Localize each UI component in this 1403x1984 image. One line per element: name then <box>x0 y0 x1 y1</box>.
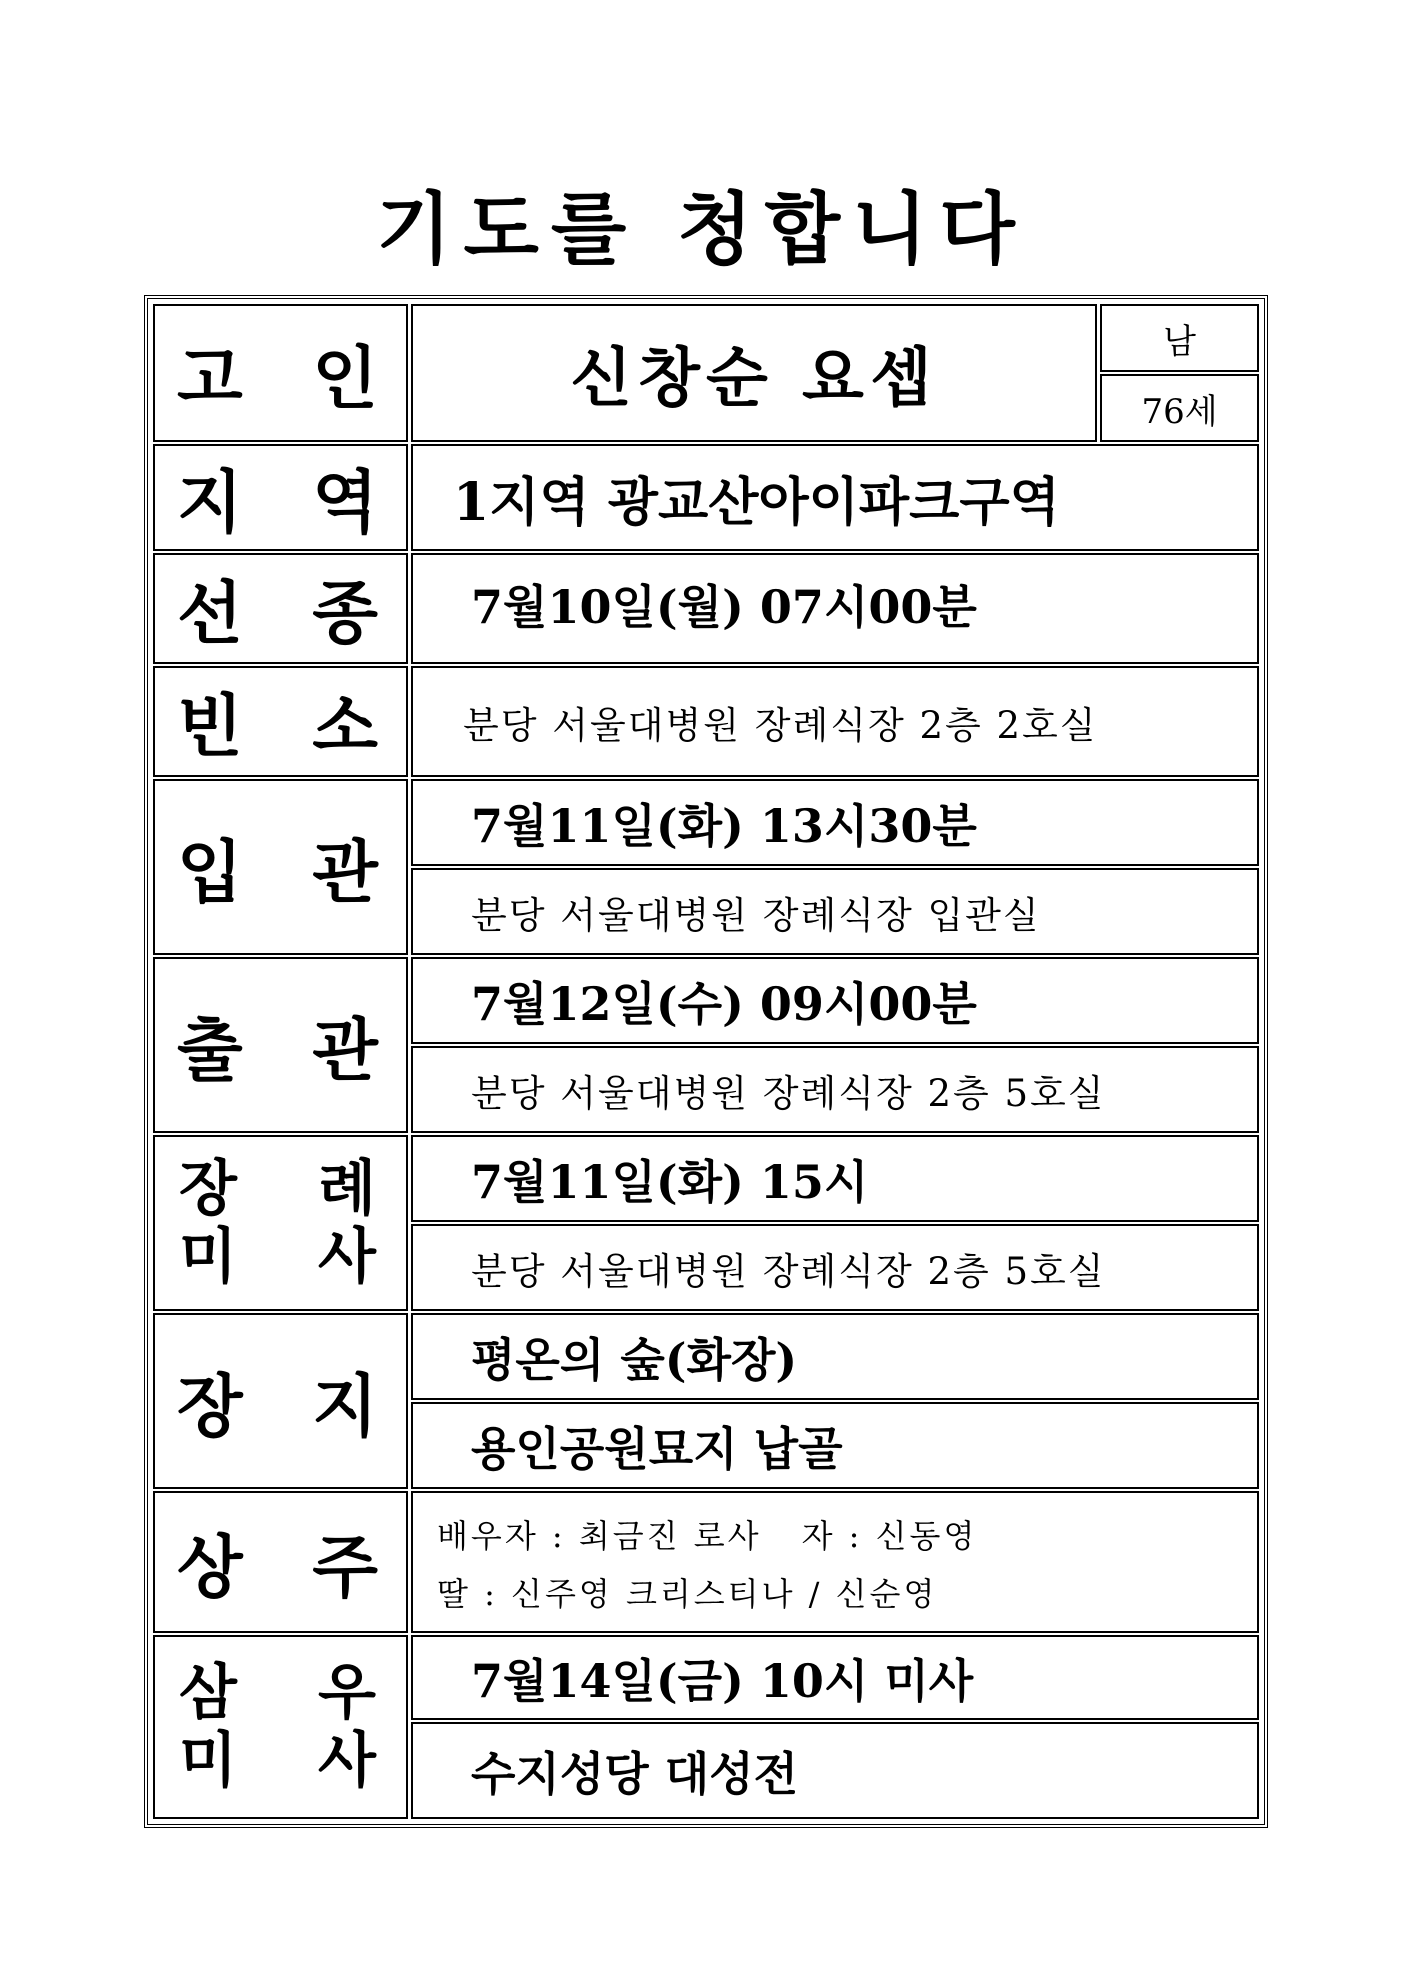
third-day-mass-label: 삼 우 미 사 <box>153 1635 408 1819</box>
deceased-label: 고 인 <box>153 304 408 442</box>
son-name: 자 : 신동영 <box>801 1517 978 1555</box>
deceased-row <box>153 304 1259 442</box>
deceased-age: 76세 <box>1100 374 1259 442</box>
funeral-mass-location: 분당 서울대병원 장례식장 2층 5호실 <box>411 1224 1259 1311</box>
funeral-mass-row <box>153 1135 1259 1311</box>
encoffining-datetime: 7월11일(화) 13시30분 <box>411 779 1259 866</box>
deceased-gender: 남 <box>1100 304 1259 372</box>
chief-mourner-row <box>153 1491 1259 1633</box>
third-day-mass-row <box>153 1635 1259 1819</box>
death-label: 선 종 <box>153 553 408 664</box>
death-datetime: 7월10일(월) 07시00분 <box>411 553 1259 664</box>
burial-row <box>153 1313 1259 1489</box>
deceased-name: 신창순 요셉 <box>411 304 1097 442</box>
funeral-home-location: 분당 서울대병원 장례식장 2층 2호실 <box>411 666 1259 777</box>
encoffining-row <box>153 779 1259 955</box>
funeral-home-label: 빈 소 <box>153 666 408 777</box>
region-label: 지 역 <box>153 444 408 551</box>
chief-mourner-label: 상 주 <box>153 1491 408 1633</box>
burial-label: 장 지 <box>153 1313 408 1489</box>
burial-cremation: 평온의 숲(화장) <box>411 1313 1259 1400</box>
page-title: 기도를 청합니다 <box>376 184 1027 275</box>
encoffining-location: 분당 서울대병원 장례식장 입관실 <box>411 868 1259 955</box>
obituary-table <box>144 295 1268 1828</box>
funeral-mass-label: 장 례 미 사 <box>153 1135 408 1311</box>
departure-label: 출 관 <box>153 957 408 1133</box>
funeral-home-row <box>153 666 1259 777</box>
departure-datetime: 7월12일(수) 09시00분 <box>411 957 1259 1044</box>
death-row <box>153 553 1259 664</box>
region-row <box>153 444 1259 551</box>
chief-mourner-list <box>411 1491 1259 1633</box>
spouse-name: 배우자 : 최금진 로사 <box>437 1517 762 1555</box>
funeral-mass-datetime: 7월11일(화) 15시 <box>411 1135 1259 1222</box>
daughter-names: 딸 : 신주영 크리스티나 / 신순영 <box>437 1575 938 1613</box>
departure-row <box>153 957 1259 1133</box>
burial-cemetery: 용인공원묘지 납골 <box>411 1402 1259 1489</box>
region-value: 1지역 광교산아이파크구역 <box>411 444 1259 551</box>
encoffining-label: 입 관 <box>153 779 408 955</box>
third-day-mass-datetime: 7월14일(금) 10시 미사 <box>411 1635 1259 1720</box>
third-day-mass-location: 수지성당 대성전 <box>411 1722 1259 1819</box>
departure-location: 분당 서울대병원 장례식장 2층 5호실 <box>411 1046 1259 1133</box>
